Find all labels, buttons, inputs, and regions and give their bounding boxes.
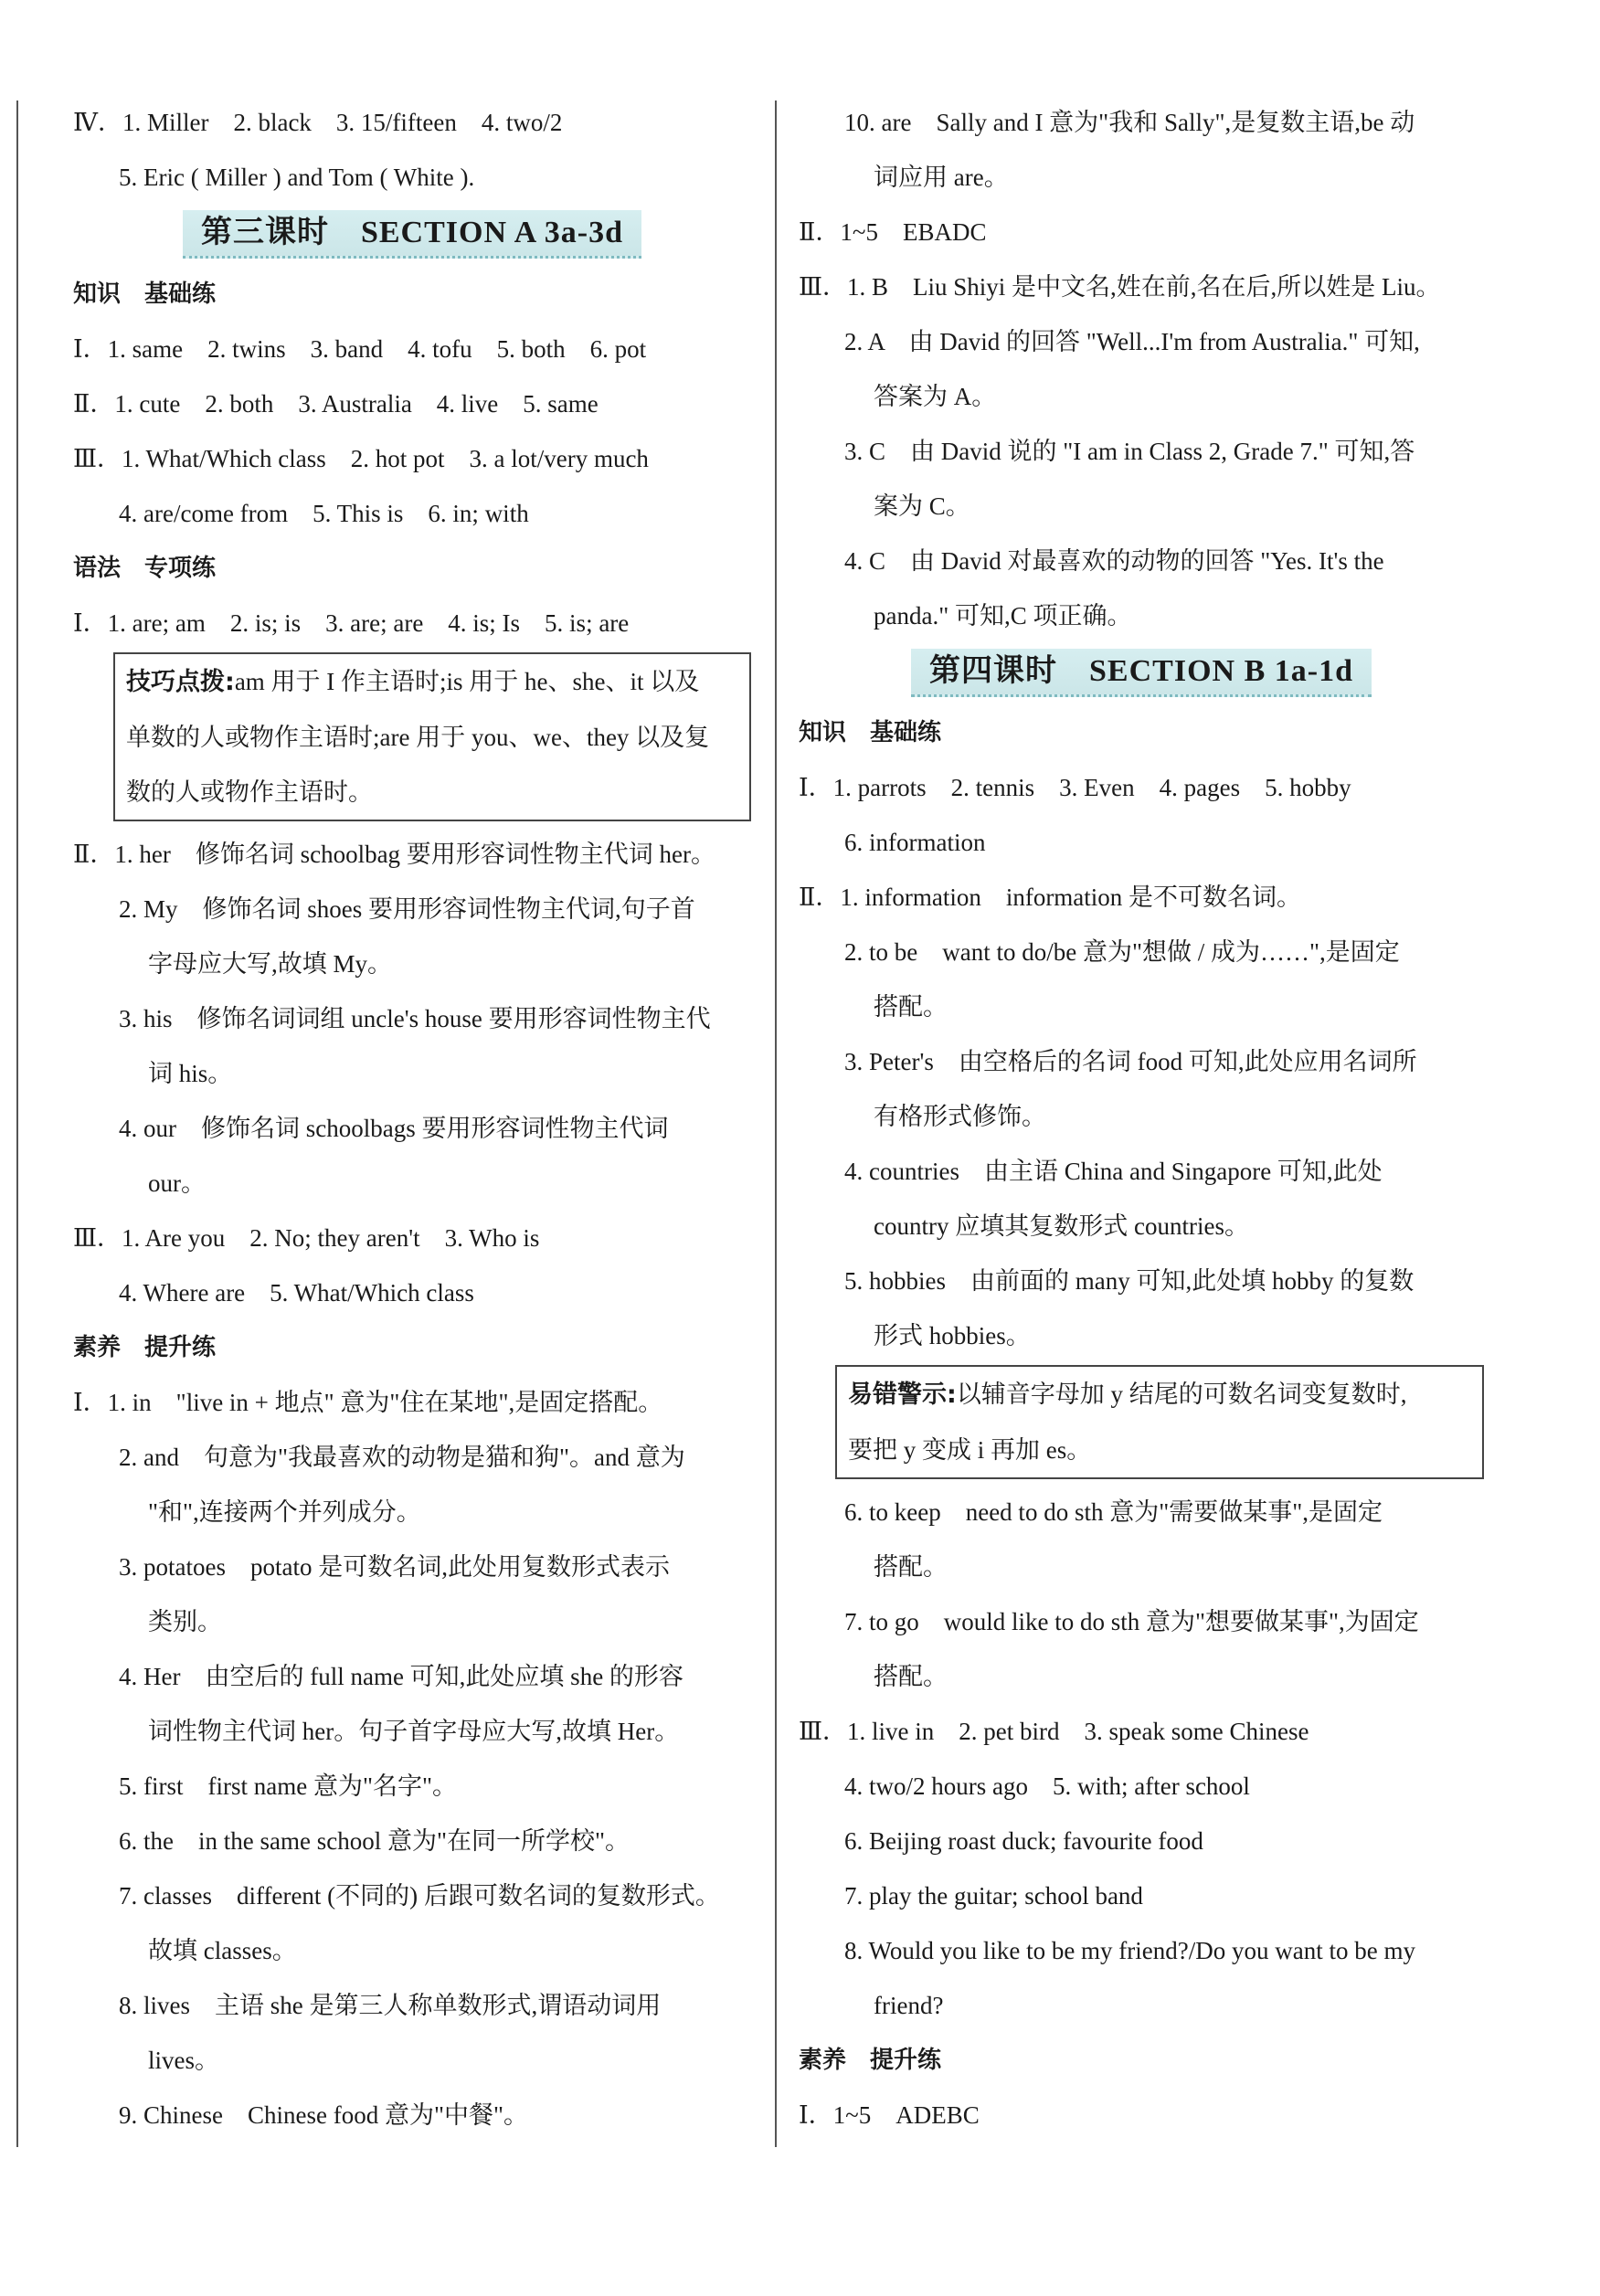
answer-line: Ⅲ．1. What/Which class 2. hot pot 3. a lot/very much: [73, 445, 649, 472]
answer-line: 3. C 由 David 说的 "I am in Class 2, Grade 7." 可知,答: [844, 438, 1415, 465]
answer-line: 2. My 修饰名词 shoes 要用形容词性物主代词,句子首: [119, 895, 695, 923]
category-heading: 知识 基础练: [799, 719, 942, 746]
right-column: [799, 95, 1484, 2143]
answer-line: 搭配。: [874, 1663, 948, 1690]
warning-label: 易错警示:: [848, 1381, 957, 1409]
answer-line: 3. his 修饰名词词组 uncle's house 要用形容词性物主代: [119, 1005, 711, 1032]
answer-line: Ⅲ．1. B Liu Shiyi 是中文名,姓在前,名在后,所以姓是 Liu。: [799, 273, 1441, 301]
tip-text: 数的人或物作主语时。: [126, 778, 373, 806]
category-heading: 语法 专项练: [73, 555, 217, 582]
answer-line: 4. are/come from 5. This is 6. in; with: [119, 500, 529, 527]
answer-line: Ⅱ．1~5 EBADC: [799, 218, 987, 246]
answer-line: 6. the in the same school 意为"在同一所学校"。: [119, 1827, 630, 1855]
category-heading: 知识 基础练: [73, 280, 217, 308]
warning-text: 以辅音字母加 y 结尾的可数名词变复数时,: [956, 1381, 1407, 1408]
answer-line: 4. two/2 hours ago 5. with; after school: [844, 1772, 1250, 1800]
answer-line: 案为 C。: [874, 492, 970, 520]
answer-line: 8. Would you like to be my friend?/Do you want to be my: [844, 1937, 1415, 1964]
answer-line: friend?: [874, 1992, 944, 2019]
answer-line: country 应填其复数形式 countries。: [874, 1212, 1249, 1240]
answer-line: 8. lives 主语 she 是第三人称单数形式,谓语动词用: [119, 1992, 662, 2019]
section-title-text: 第三课时 SECTION A 3a-3d: [183, 210, 641, 259]
answer-line: 9. Chinese Chinese food 意为"中餐"。: [119, 2101, 529, 2129]
answer-line: 2. and 句意为"我最喜欢的动物是猫和狗"。and 意为: [119, 1444, 685, 1471]
answer-line: 10. are Sally and I 意为"我和 Sally",是复数主语,be 动: [844, 109, 1415, 136]
answer-line: Ⅱ．1. her 修饰名词 schoolbag 要用形容词性物主代词 her。: [73, 841, 716, 868]
answer-line: 3. potatoes potato 是可数名词,此处用复数形式表示: [119, 1553, 670, 1581]
answer-line: 字母应大写,故填 My。: [148, 950, 393, 978]
answer-line: 词性物主代词 her。句子首字母应大写,故填 Her。: [148, 1718, 680, 1745]
answer-line: 词应用 are。: [874, 164, 1009, 191]
answer-line: 2. to be want to do/be 意为"想做 / 成为……",是固定: [844, 938, 1400, 966]
answer-line: 3. Peter's 由空格后的名词 food 可知,此处应用名词所: [844, 1048, 1417, 1075]
tip-box: [113, 652, 751, 821]
category-heading: 素养 提升练: [799, 2047, 942, 2074]
answer-line: 故填 classes。: [148, 1937, 297, 1964]
answer-line: 形式 hobbies。: [874, 1322, 1031, 1349]
section-title-b-1a-1d: [799, 649, 1484, 702]
answer-line: 7. classes different (不同的) 后跟可数名词的复数形式。: [119, 1882, 720, 1910]
warning-text: 要把 y 变成 i 再加 es。: [848, 1436, 1092, 1464]
answer-line: Ⅰ．1. in "live in + 地点" 意为"住在某地",是固定搭配。: [73, 1389, 663, 1416]
answer-line: 搭配。: [874, 1553, 948, 1581]
category-heading: 素养 提升练: [73, 1334, 217, 1361]
answer-line: panda." 可知,C 项正确。: [874, 602, 1132, 630]
answer-line: 4. our 修饰名词 schoolbags 要用形容词性物主代词: [119, 1115, 669, 1142]
column-divider: [775, 101, 777, 2147]
answer-line: 4. Her 由空后的 full name 可知,此处应填 she 的形容: [119, 1663, 683, 1690]
tip-text: 单数的人或物作主语时;are 用于 you、we、they 以及复: [126, 724, 710, 751]
answer-line: 6. information: [844, 829, 986, 856]
answer-line: 4. countries 由主语 China and Singapore 可知,此处: [844, 1158, 1383, 1185]
left-column: [73, 95, 751, 2143]
answer-line: 7. play the guitar; school band: [844, 1882, 1143, 1910]
answer-line: 词 his。: [148, 1060, 233, 1087]
answer-line: 类别。: [148, 1608, 222, 1635]
answer-line: 7. to go would like to do sth 意为"想要做某事",为固定: [844, 1608, 1419, 1635]
warning-box: [835, 1365, 1484, 1479]
answer-line: 有格形式修饰。: [874, 1103, 1046, 1130]
answer-line: 6. to keep need to do sth 意为"需要做某事",是固定: [844, 1498, 1383, 1526]
answer-line: 5. Eric ( Miller ) and Tom ( White ).: [119, 164, 475, 191]
answer-line: our。: [148, 1169, 206, 1197]
tip-text: am 用于 I 作主语时;is 用于 he、she、it 以及: [234, 668, 700, 695]
answer-line: Ⅰ．1~5 ADEBC: [799, 2101, 980, 2129]
answer-line: 搭配。: [874, 993, 948, 1021]
answer-line: 4. Where are 5. What/Which class: [119, 1279, 474, 1307]
answer-line: Ⅱ．1. information information 是不可数名词。: [799, 883, 1302, 911]
answer-line: "和",连接两个并列成分。: [148, 1498, 421, 1526]
answer-line: 6. Beijing roast duck; favourite food: [844, 1827, 1203, 1855]
answer-line: Ⅰ．1. parrots 2. tennis 3. Even 4. pages 5. hobby: [799, 774, 1351, 801]
answer-line: Ⅲ．1. Are you 2. No; they aren't 3. Who is: [73, 1224, 540, 1252]
answer-line: lives。: [148, 2047, 219, 2074]
tip-label: 技巧点拨:: [126, 668, 235, 696]
answer-line: Ⅰ．1. same 2. twins 3. band 4. tofu 5. both 6. pot: [73, 335, 647, 363]
answer-line: 答案为 A。: [874, 383, 997, 410]
answer-line: 4. C 由 David 对最喜欢的动物的回答 "Yes. It's the: [844, 547, 1384, 575]
answer-line: Ⅰ．1. are; am 2. is; is 3. are; are 4. is; Is 5. is; are: [73, 609, 630, 637]
section-title-3a-3d: [73, 210, 751, 263]
answer-line: 5. hobbies 由前面的 many 可知,此处填 hobby 的复数: [844, 1267, 1415, 1295]
answer-line: 2. A 由 David 的回答 "Well...I'm from Australia." 可知,: [844, 328, 1420, 355]
answer-line: Ⅱ．1. cute 2. both 3. Australia 4. live 5. same: [73, 390, 599, 418]
section-title-text: 第四课时 SECTION B 1a-1d: [911, 649, 1372, 697]
answer-line: Ⅲ．1. live in 2. pet bird 3. speak some Chinese: [799, 1718, 1309, 1745]
answer-line: 5. first first name 意为"名字"。: [119, 1772, 457, 1800]
answer-line: Ⅳ．1. Miller 2. black 3. 15/fifteen 4. two/2: [73, 109, 563, 136]
left-margin-rule: [16, 101, 18, 2147]
